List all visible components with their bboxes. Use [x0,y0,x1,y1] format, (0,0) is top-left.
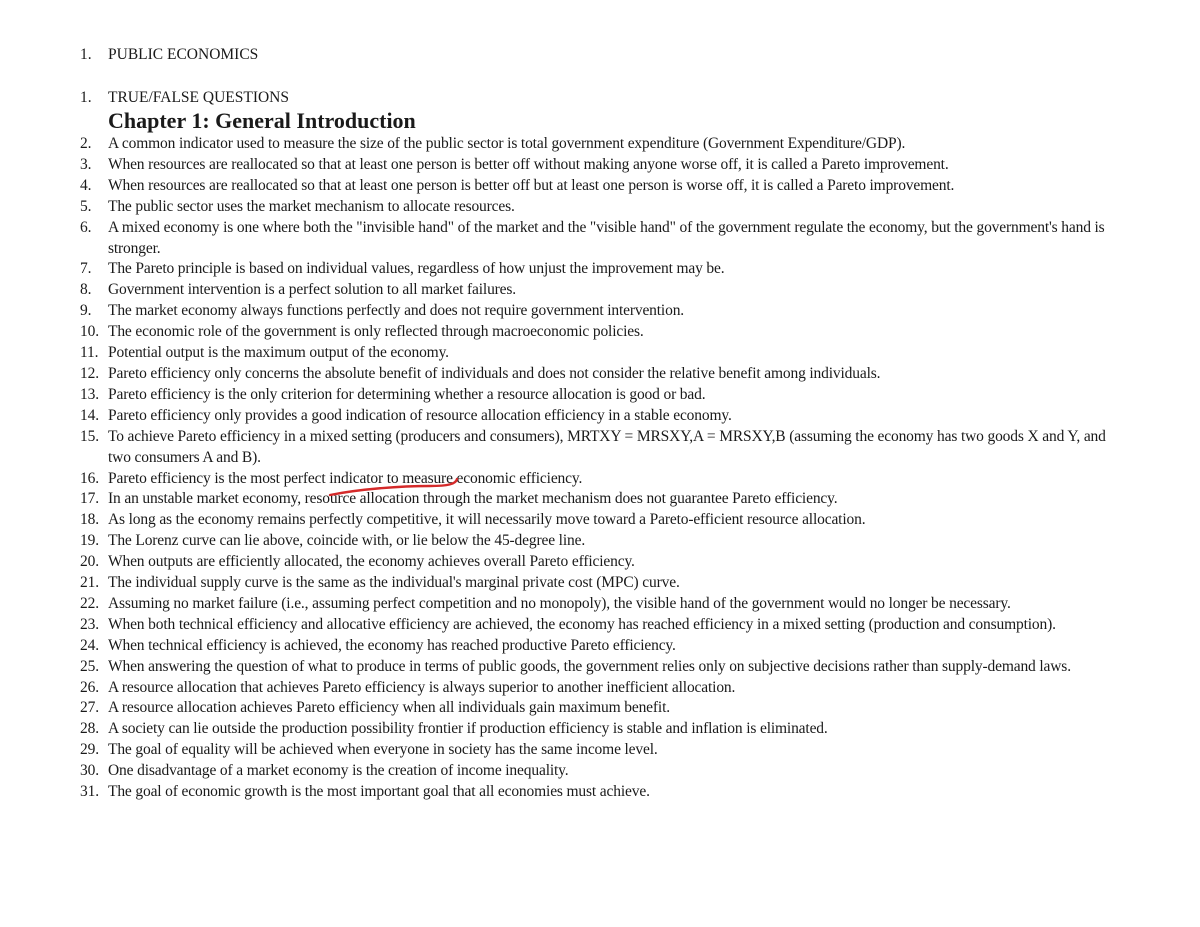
question-item [80,259,1130,280]
question-item [80,573,1130,594]
question-item [80,782,1130,803]
question-item [80,489,1130,510]
question-number: 17. [80,490,99,508]
section-heading [80,45,258,65]
question-item [80,343,1130,364]
question-text: Pareto efficiency only concerns the absolute benefit of individuals and does not consider the relative benefit among individuals. [108,364,881,382]
question-item [80,615,1130,636]
question-text: When resources are reallocated so that at least one person is better off but at least one person is worse off, it is called a Pareto improvement. [108,176,955,194]
question-item [80,406,1130,427]
question-number: 18. [80,511,99,529]
question-number: 12. [80,364,99,382]
question-item [80,322,1130,343]
question-text: In an unstable market economy, resource allocation through the market mechanism does not guarantee Pareto efficiency. [108,490,838,508]
question-text: Government intervention is a perfect solution to all market failures. [108,281,517,299]
question-number: 31. [80,783,99,801]
question-text: The economic role of the government is only reflected through macroeconomic policies. [108,323,644,341]
question-text: To achieve Pareto efficiency in a mixed setting (producers and consumers), MRTXY = MRSXY,A = MRSXY,B (assuming the economy has two goods X and Y, and two consumers A and B). [108,427,1106,466]
question-number: 2. [80,135,92,152]
question-item [80,197,1130,218]
question-item [80,719,1130,740]
question-number: 15. [80,427,99,445]
question-item [80,761,1130,782]
question-text: Pareto efficiency only provides a good indication of resource allocation efficiency in a stable economy. [108,406,732,424]
question-number: 23. [80,615,99,633]
question-number: 5. [80,197,92,215]
question-text: Assuming no market failure (i.e., assuming perfect competition and no monopoly), the visible hand of the government would no longer be necessary. [108,594,1011,612]
question-text: Potential output is the maximum output of the economy. [108,344,449,362]
question-item [80,364,1130,385]
question-number: 30. [80,762,99,780]
question-text: When both technical efficiency and allocative efficiency are achieved, the economy has reached efficiency in a mixed setting (production and consumption). [108,615,1056,633]
question-number: 28. [80,720,99,738]
question-text: When answering the question of what to produce in terms of public goods, the government relies only on subjective decisions rather than supply-demand laws. [108,657,1071,675]
question-item [80,176,1130,197]
question-text: When technical efficiency is achieved, the economy has reached productive Pareto efficiency. [108,636,676,654]
question-text: A resource allocation achieves Pareto efficiency when all individuals gain maximum benefit. [108,699,670,717]
question-number: 20. [80,553,99,571]
question-item [80,740,1130,761]
question-number: 25. [80,657,99,675]
question-item [80,678,1130,699]
question-text: The Pareto principle is based on individual values, regardless of how unjust the improvement may be. [108,260,725,278]
question-item [80,552,1130,573]
question-number: 29. [80,741,99,759]
subsection-heading [80,88,289,108]
question-item [80,301,1130,322]
subsection-title: TRUE/FALSE QUESTIONS [108,89,289,106]
question-number: 3. [80,155,92,173]
question-number: 10. [80,323,99,341]
question-text: When outputs are efficiently allocated, the economy achieves overall Pareto efficiency. [108,553,635,571]
question-text: As long as the economy remains perfectly competitive, it will necessarily move toward a Pareto-efficient resource allocation. [108,511,866,529]
question-text: The individual supply curve is the same as the individual's marginal private cost (MPC) curve. [108,574,680,592]
question-text: Pareto efficiency is the most perfect indicator to measure economic efficiency. [108,469,583,487]
question-text: A common indicator used to measure the size of the public sector is total government expenditure (Government Expenditure/GDP). [108,135,906,152]
question-text: The Lorenz curve can lie above, coincide with, or lie below the 45-degree line. [108,532,586,550]
question-text: When resources are reallocated so that at least one person is better off without making anyone worse off, it is called a Pareto improvement. [108,155,949,173]
question-item [80,427,1130,469]
question-number: 22. [80,594,99,612]
question-number: 9. [80,302,92,320]
question-number: 27. [80,699,99,717]
question-text: A resource allocation that achieves Pareto efficiency is always superior to another inefficient allocation. [108,678,736,696]
question-number: 19. [80,532,99,550]
question-item [80,531,1130,552]
question-number: 7. [80,260,92,278]
question-item [80,469,1130,490]
section-title: PUBLIC ECONOMICS [108,46,259,63]
question-item [80,155,1130,176]
question-text: One disadvantage of a market economy is the creation of income inequality. [108,762,569,780]
question-text: The market economy always functions perfectly and does not require government intervention. [108,302,685,320]
subsection-number: 1. [80,89,92,106]
question-item [80,636,1130,657]
question-text: The goal of equality will be achieved when everyone in society has the same income level. [108,741,658,759]
question-text: Pareto efficiency is the only criterion for determining whether a resource allocation is good or bad. [108,385,706,403]
question-item [80,510,1130,531]
question-item [80,594,1130,615]
question-number: 4. [80,176,92,194]
question-number: 26. [80,678,99,696]
question-number: 21. [80,574,99,592]
question-item [80,385,1130,406]
question-number: 13. [80,385,99,403]
question-text: The goal of economic growth is the most important goal that all economies must achieve. [108,783,650,801]
question-number: 14. [80,406,99,424]
chapter-title: Chapter 1: General Introduction [108,108,416,133]
question-text: The public sector uses the market mechanism to allocate resources. [108,197,515,215]
question-text: A society can lie outside the production possibility frontier if production efficiency is stable and inflation is eliminated. [108,720,828,738]
question-item [80,280,1130,301]
question-item [80,657,1130,678]
question-item [80,698,1130,719]
section-number: 1. [80,46,92,63]
question-number: 16. [80,469,99,487]
question-item [80,134,1130,155]
question-item [80,218,1130,260]
question-list [80,134,1130,803]
question-number: 8. [80,281,92,299]
question-number: 24. [80,636,99,654]
question-text: A mixed economy is one where both the "invisible hand" of the market and the "visible hand" of the government regulate the economy, but the government's hand is stronger. [108,218,1105,257]
question-number: 11. [80,344,99,362]
question-number: 6. [80,218,92,236]
